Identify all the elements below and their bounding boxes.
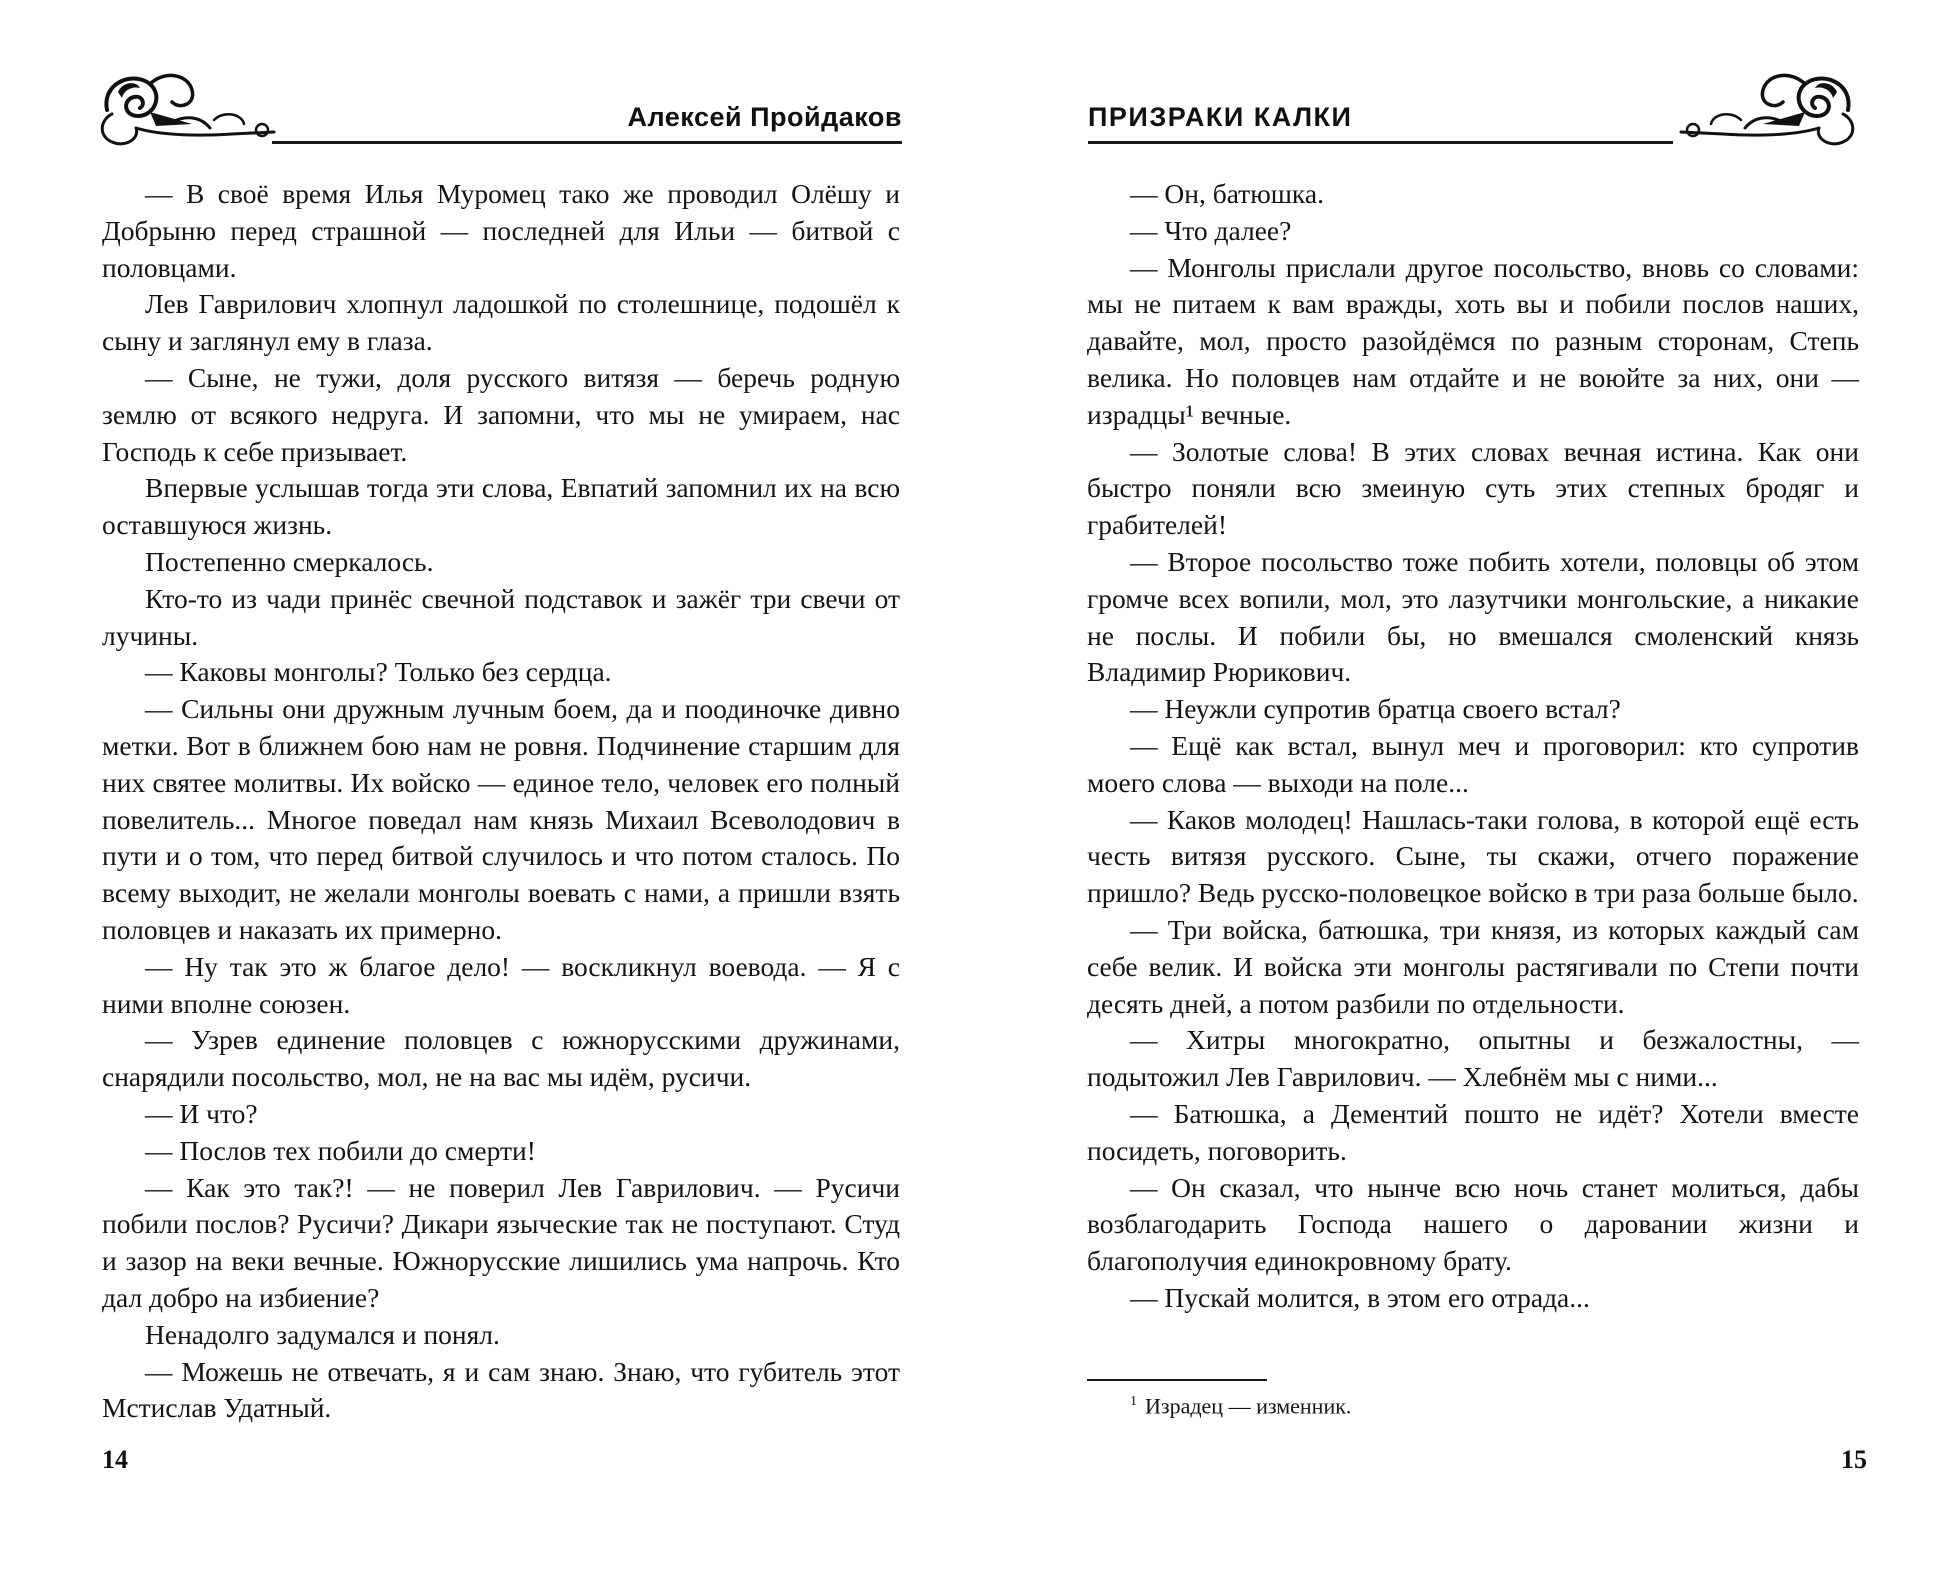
paragraph: — Узрев единение половцев с южнорусскими дружинами, снарядили посольство, мол, не на вас мы идём, русичи. bbox=[102, 1024, 900, 1093]
paragraph: — Можешь не отвечать, я и сам знаю. Знаю, что губитель этот Мстислав Удатный. bbox=[102, 1355, 900, 1424]
paragraph: Впервые услышав тогда эти слова, Евпатий запомнил их на всю оставшуюся жизнь. bbox=[102, 472, 900, 541]
header-rule bbox=[272, 141, 902, 144]
paragraph: — Хитры многократно, опытны и безжалостны, — подытожил Лев Гаврилович. — Хлебнём мы с ними... bbox=[1087, 1024, 1859, 1093]
paragraph: — Второе посольство тоже побить хотели, половцы об этом громче всех вопили, мол, это лазутчики монгольские, а никакие не послы. И побили бы, но вмешался смоленский князь Владимир Рюрикович. bbox=[1087, 545, 1859, 688]
paragraph: — Золотые слова! В этих словах вечная истина. Как они быстро поняли всю змеиную суть этих степных бродяг и грабителей! bbox=[1087, 435, 1859, 541]
footnote-rule bbox=[1087, 1379, 1267, 1381]
paragraph: — Сильны они дружным лучным боем, да и поодиночке дивно метки. Вот в ближнем бою нам не ровня. Подчинение старшим для них святее молитвы. Их войско — единое тело, человек его полный повелитель... Многое поведал нам князь Михаил Всеволодович в пути и о том, что перед битвой случилось и что потом сталось. По всему выходит, не желали монголы воевать с нами, а пришли взять половцев и наказать их примерно. bbox=[102, 693, 900, 945]
page-number: 15 bbox=[1841, 1445, 1867, 1474]
paragraph: Кто-то из чади принёс свечной подставок и зажёг три свечи от лучины. bbox=[102, 582, 900, 651]
running-head-title: ПРИЗРАКИ КАЛКИ bbox=[1088, 102, 1353, 132]
paragraph: — Ещё как встал, вынул меч и проговорил: кто супротив моего слова — выходи на поле... bbox=[1087, 729, 1859, 798]
header-rule bbox=[1088, 141, 1673, 144]
paragraph: — Ну так это ж благое дело! — воскликнул воевода. — Я с ними вполне союзен. bbox=[102, 950, 900, 1019]
paragraph: — Он, батюшка. bbox=[1130, 178, 1324, 209]
left-body-text bbox=[102, 176, 900, 1427]
paragraph: — Что далее? bbox=[1130, 214, 1292, 246]
footnote bbox=[1130, 1387, 1351, 1421]
scroll-ornament-icon bbox=[1678, 62, 1863, 152]
paragraph: Лев Гаврилович хлопнул ладошкой по столешнице, подошёл к сыну и заглянул ему в глаза. bbox=[102, 288, 900, 357]
paragraph: — Как это так?! — не поверил Лев Гаврилович. — Русичи побили послов? Русичи? Дикари языческие так не поступают. Студ и зазор на веки вечные. Южнорусские лишились ума напрочь. Кто дал добро на избиение? bbox=[102, 1171, 900, 1313]
paragraph: — Каков молодец! Нашлась-таки голова, в которой ещё есть честь витязя русского. Сыне, ты скажи, отчего поражение пришло? Ведь русско-половецкое войско в три раза больше было. bbox=[1087, 803, 1859, 909]
paragraph: — Он сказал, что нынче всю ночь станет молиться, дабы возблагодарить Господа нашего о даровании жизни и благополучия единокровному брату. bbox=[1087, 1171, 1859, 1277]
paragraph: — Каковы монголы? Только без сердца. bbox=[145, 656, 612, 688]
paragraph: — Сыне, не тужи, доля русского витязя — беречь родную землю от всякого недруга. И запомни, что мы не умираем, нас Господь к себе призывает. bbox=[102, 361, 900, 467]
page-number: 14 bbox=[102, 1445, 128, 1474]
running-head-author: Алексей Пройдаков bbox=[627, 102, 902, 132]
paragraph: — Неужли супротив братца своего встал? bbox=[1130, 693, 1621, 725]
right-body-text bbox=[1087, 176, 1859, 1317]
paragraph: Постепенно смеркалось. bbox=[145, 545, 434, 577]
paragraph: — Послов тех побили до смерти! bbox=[145, 1134, 536, 1166]
paragraph: — Монголы прислали другое посольство, вновь со словами: мы не питаем к вам вражды, хоть вы и побили послов наших, давайте, мол, просто разойдёмся по разным сторонам, Степь велика. Но половцев нам отдайте и не воюйте за них, они — израдцы¹ вечные. bbox=[1087, 251, 1859, 430]
paragraph: — Пускай молится, в этом его отрада... bbox=[1130, 1281, 1590, 1313]
paragraph: — И что? bbox=[145, 1097, 258, 1129]
footnote-text: Израдец — изменник. bbox=[1145, 1393, 1352, 1419]
right-page-header bbox=[1088, 62, 1863, 152]
left-page-header bbox=[92, 62, 902, 152]
paragraph: — Три войска, батюшка, три князя, из которых каждый сам себе велик. И войска эти монголы растягивали по Степи почти десять дней, а потом разбили по отдельности. bbox=[1087, 913, 1859, 1019]
scroll-ornament-icon bbox=[92, 62, 277, 152]
footnote-marker: 1 bbox=[1130, 1394, 1137, 1409]
paragraph: — В своё время Илья Муромец тако же проводил Олёшу и Добрыню перед страшной — последней для Ильи — битвой с половцами. bbox=[102, 178, 900, 283]
paragraph: — Батюшка, а Дементий пошто не идёт? Хотели вместе посидеть, поговорить. bbox=[1087, 1097, 1859, 1166]
right-page bbox=[975, 0, 1950, 1570]
paragraph: Ненадолго задумался и понял. bbox=[145, 1318, 500, 1350]
